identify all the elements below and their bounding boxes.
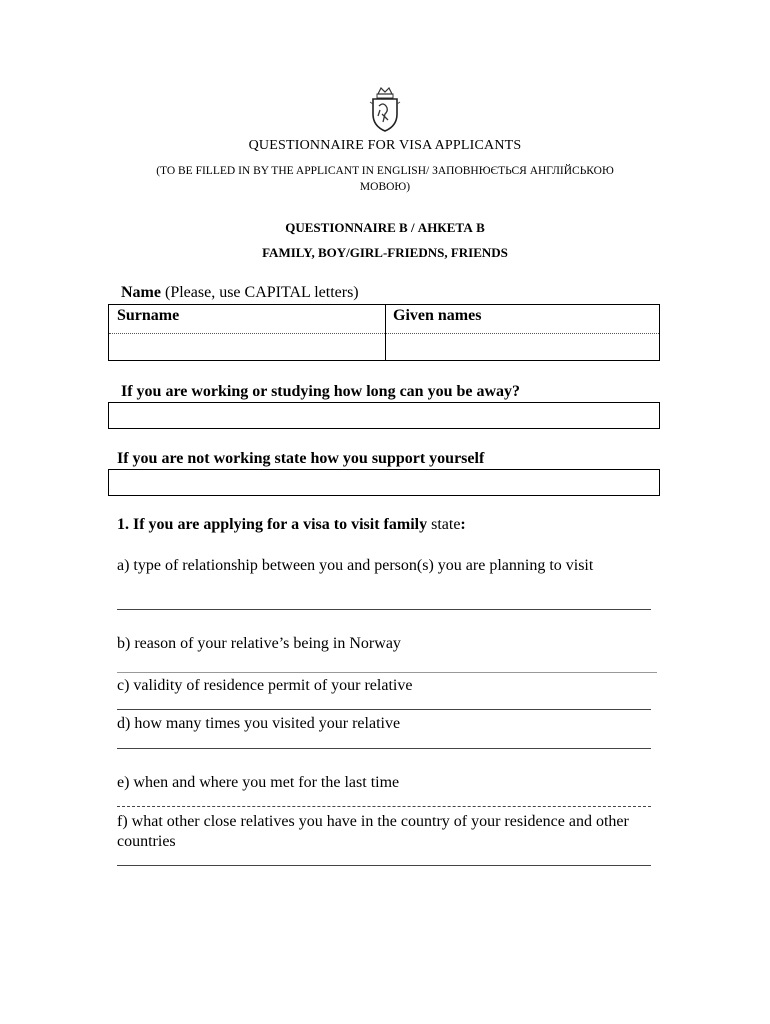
answer-line-b[interactable] [117,672,657,673]
name-label-bold: Name [121,284,161,301]
item-f-other-relatives: f) what other close relatives you have in the country of your residence and other countries [117,813,629,850]
surname-field[interactable] [113,337,381,358]
name-label [121,284,359,302]
item-b-reason: b) reason of your relative’s being in Norway [117,635,401,652]
answer-line-f[interactable] [117,865,651,866]
section-1-heading-colon: : [460,516,466,533]
item-a-relationship: a) type of relationship between you and person(s) you are planning to visit [117,557,594,574]
fill-instruction [0,163,770,195]
support-question: If you are not working state how you support yourself [117,450,485,467]
answer-line-a[interactable] [117,609,651,610]
fill-instruction-line1: (TO BE FILLED IN BY THE APPLICANT IN ENGLISH/ ЗАПОВНЮЄТЬСЯ АНГЛІЙСЬКОЮ [156,165,614,177]
time-away-field[interactable] [108,402,660,429]
given-names-field[interactable] [389,337,657,358]
questionnaire-subtitle: FAMILY, BOY/GIRL-FRIEDNS, FRIENDS [262,245,508,260]
item-c-validity: c) validity of residence permit of your relative [117,677,413,694]
name-table [108,304,660,361]
surname-header: Surname [117,307,180,324]
answer-line-e[interactable] [117,806,651,807]
document-title: QUESTIONNAIRE FOR VISA APPLICANTS [248,138,522,153]
support-field[interactable] [108,469,660,496]
norway-coat-of-arms-icon [368,84,402,134]
item-e-last-meeting: e) when and where you met for the last time [117,774,400,791]
answer-line-c[interactable] [117,709,651,710]
section-1-heading [117,516,466,534]
given-names-header: Given names [393,307,482,324]
section-1-heading-state: state [427,516,461,533]
name-label-hint: (Please, use CAPITAL letters) [160,284,359,301]
working-question: If you are working or studying how long can you be away? [121,383,521,400]
answer-line-d[interactable] [117,748,651,749]
questionnaire-id: QUESTIONNAIRE B / АНКЕТА B [285,220,485,235]
item-d-visits: d) how many times you visited your relative [117,715,401,732]
fill-instruction-line2: МОВОЮ) [359,181,411,193]
section-1-heading-bold: 1. If you are applying for a visa to visit family [117,516,428,533]
name-table-row-divider [109,333,659,334]
